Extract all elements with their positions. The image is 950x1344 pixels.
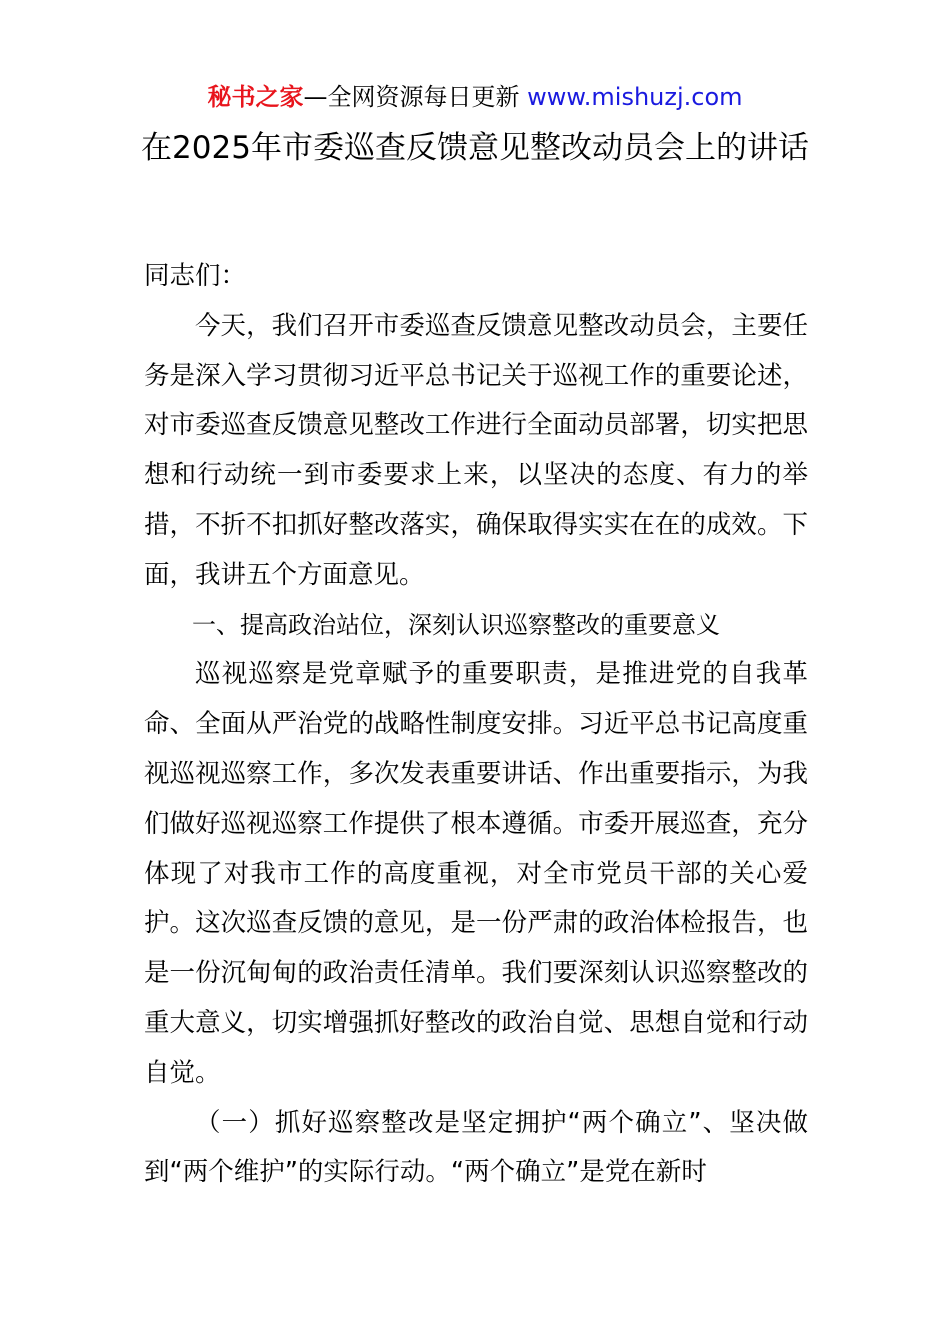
site-header bbox=[0, 80, 950, 114]
header-tagline: —全网资源每日更新 bbox=[303, 83, 528, 111]
brand-name: 秘书之家 bbox=[207, 83, 304, 111]
document-title: 在2025年市委巡查反馈意见整改动员会上的讲话 bbox=[141, 130, 809, 166]
section-heading-1: 一、提高政治站位，深刻认识巡察整改的重要意义 bbox=[192, 610, 720, 639]
document-body bbox=[144, 252, 808, 1198]
site-url-link[interactable]: www.mishuzj.com bbox=[527, 83, 743, 111]
paragraph-section-1: 巡视巡察是党章赋予的重要职责，是推进党的自我革命、全面从严治党的战略性制度安排。习近平总书记高度重视巡视巡察工作，多次发表重要讲话、作出重要指示，为我们做好巡视巡察工作提供了根本遵循。市委开展巡查，充分体现了对我市工作的高度重视，对全市党员干部的关心爱护。这次巡查反馈的意见，是一份严肃的政治体检报告，也是一份沉甸甸的政治责任清单。我们要深刻认识巡察整改的重大意义，切实增强抓好整改的政治自觉、思想自觉和行动自觉。 bbox=[144, 659, 808, 1088]
salutation: 同志们： bbox=[144, 261, 247, 291]
paragraph-subsection-1: （一）抓好巡察整改是坚定拥护“两个确立”、坚决做到“两个维护”的实际行动。“两个确立”是党在新时 bbox=[144, 1107, 808, 1188]
paragraph-intro: 今天，我们召开市委巡查反馈意见整改动员会，主要任务是深入学习贯彻习近平总书记关于巡视工作的重要论述，对市委巡查反馈意见整改工作进行全面动员部署，切实把思想和行动统一到市委要求上来，以坚决的态度、有力的举措，不折不扣抓好整改落实，确保取得实实在在的成效。下面，我讲五个方面意见。 bbox=[144, 310, 808, 590]
